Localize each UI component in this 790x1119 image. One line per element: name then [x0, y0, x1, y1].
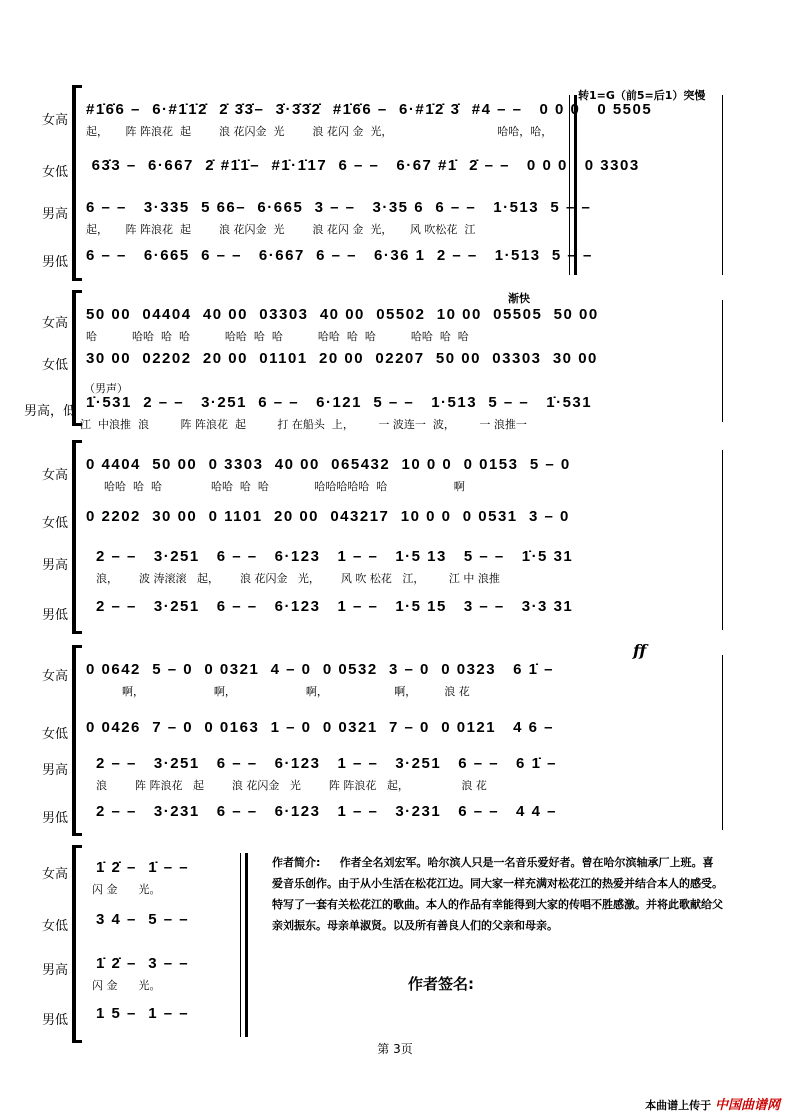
- lyrics-line: 起， 阵 阵浪花 起 浪 花闪金 光 浪 花闪 金 光， 哈哈，哈，: [86, 125, 553, 138]
- voice-label: 男低: [41, 811, 68, 826]
- key-change-mark: 转1=G（前5=后1）突慢: [578, 89, 706, 102]
- notes-line: 1̇ 2̇ – 3 – –: [96, 955, 190, 972]
- notes-line: 63̇3 – 6·667 2̇ #1̇1̇– #1̇·1̇17 6 – – 6·67 #1̇ 2̇ – – 0 0 0 0 3303: [86, 157, 640, 174]
- lyrics-line: 闪 金 光。: [92, 883, 161, 896]
- system-brace: [72, 645, 82, 836]
- system-brace: [72, 845, 82, 1043]
- voice-label: 女高: [41, 316, 68, 331]
- notes-line: 30 00 02202 20 00 01101 20 00 02207 50 00 03303 30 00: [86, 350, 598, 367]
- voice-label: 女高: [41, 669, 68, 684]
- voice-label: 女高: [41, 468, 68, 483]
- lyrics-line: 哈 哈哈 哈 哈 哈哈 哈 哈 哈哈 哈 哈 哈哈 哈 哈: [86, 330, 469, 343]
- signature-label: 作者签名:: [408, 975, 474, 993]
- section-double-bar: [569, 95, 577, 275]
- page-number: 第 3页: [377, 1042, 413, 1056]
- voice-label: 女低: [41, 516, 68, 531]
- voice-label: 男低: [41, 608, 68, 623]
- intro-text: 作者全名刘宏军。哈尔滨人只是一名音乐爱好者。曾在哈尔滨轴承厂上班。喜爱音乐创作。由于从小生活在松花江边。同大家一样充满对松花江的热爱并结合本人的感受。特写了一套有关松花江的歌曲。本人的作品有幸能得到大家的传唱不胜感激。并将此歌献给父亲刘振东。母亲单淑贤。以及所有善良人们的父亲和母亲。: [272, 856, 723, 932]
- lyrics-line: 浪， 波 涛滚滚 起， 浪 花闪金 光， 风 吹 松花 江， 江 中 浪推: [96, 572, 500, 585]
- lyrics-line: 闪 金 光。: [92, 979, 161, 992]
- dynamic-mark: ff: [633, 641, 647, 660]
- voice-label: 女低: [41, 919, 68, 934]
- voice-label: 女高: [41, 867, 68, 882]
- lyrics-line: 江 中浪推 浪 阵 阵浪花 起 打 在船头 上， 一 波连一 波， 一 浪推一: [80, 418, 527, 431]
- voice-label: 女低: [41, 358, 68, 373]
- end-barline: [722, 300, 723, 422]
- notes-line: 1̇·531 2 – – 3·251 6 – – 6·121 5 – – 1·513 5 – – 1̇·531: [86, 394, 593, 411]
- final-double-bar: [240, 853, 248, 1037]
- notes-line: 0 0426 7 – 0 0 0163 1 – 0 0 0321 7 – 0 0 0121 4 6 –: [86, 719, 554, 736]
- voice-label: 男低: [41, 255, 68, 270]
- notes-line: 0 4404 50 00 0 3303 40 00 065432 10 0 0 0 0153 5 – 0: [86, 456, 571, 473]
- intro-title: 作者简介:: [272, 856, 321, 869]
- voice-label: 女低: [41, 727, 68, 742]
- notes-line: 2 – – 3·251 6 – – 6·123 1 – – 3·251 6 – – 6 1̇ –: [96, 755, 557, 772]
- footer-brand-logo: 中国曲谱网: [714, 1098, 780, 1113]
- lyrics-line: 哈哈 哈 哈 哈哈 哈 哈 哈哈哈哈哈 哈 啊: [104, 480, 465, 493]
- notes-line: 50 00 04404 40 00 03303 40 00 05502 10 00 05505 50 00: [86, 306, 599, 323]
- author-intro: [272, 852, 724, 936]
- footer-text: 本曲谱上传于: [645, 1099, 712, 1112]
- end-barline: [722, 450, 723, 630]
- lyrics-line: 起， 阵 阵浪花 起 浪 花闪金 光 浪 花闪 金 光， 风 吹松花 江: [86, 223, 476, 236]
- system-brace: [72, 440, 82, 634]
- male-voice-note: （男声）: [84, 382, 128, 395]
- voice-label: 男低: [41, 1013, 68, 1028]
- system-brace: [72, 85, 82, 281]
- voice-label: 男高: [41, 558, 68, 573]
- notes-line: 2 – – 3·251 6 – – 6·123 1 – – 1·5 15 3 – – 3·3 31: [96, 598, 574, 615]
- lyrics-line: 浪 阵 阵浪花 起 浪 花闪金 光 阵 阵浪花 起， 浪 花: [96, 779, 487, 792]
- end-barline: [722, 95, 723, 275]
- notes-line: 0 2202 30 00 0 1101 20 00 043217 10 0 0 0 0531 3 – 0: [86, 508, 570, 525]
- notes-line: 2 – – 3·231 6 – – 6·123 1 – – 3·231 6 – – 4 4 –: [96, 803, 557, 820]
- voice-label: 女高: [41, 113, 68, 128]
- voice-label: 男高: [41, 963, 68, 978]
- notes-line: #1̇6̇6 – 6·#1̇1̇2̇ 2̇ 3̇3̇– 3̇·3̇3̇2̇ #1̇6̇6 – 6·#1̇2̇ 3̇ #4 – – 0 0 0 0 5505: [86, 101, 653, 118]
- lyrics-line: 啊， 啊， 啊， 啊， 浪 花: [122, 685, 470, 698]
- notes-line: 3 4 – 5 – –: [96, 911, 190, 928]
- voice-label: 女低: [41, 165, 68, 180]
- end-barline: [722, 655, 723, 830]
- voice-label: 男高: [41, 207, 68, 222]
- notes-line: 0 0642 5 – 0 0 0321 4 – 0 0 0532 3 – 0 0 0323 6 1̇ –: [86, 661, 554, 678]
- voice-label: 男高，低: [23, 404, 76, 419]
- notes-line: 6 – – 3·335 5 66– 6·665 3 – – 3·35 6 6 – – 1·513 5 – –: [86, 199, 592, 216]
- notes-line: 1̇ 2̇ – 1̇ – –: [96, 859, 190, 876]
- notes-line: 2 – – 3·251 6 – – 6·123 1 – – 1·5 13 5 – – 1̇·5 31: [96, 548, 574, 565]
- footer: [645, 1094, 780, 1113]
- voice-label: 男高: [41, 763, 68, 778]
- notes-line: 6 – – 6·665 6 – – 6·667 6 – – 6·36 1 2 – – 1·513 5 – –: [86, 247, 593, 264]
- tempo-mark: 渐快: [508, 292, 530, 305]
- notes-line: 1 5 – 1 – –: [96, 1005, 190, 1022]
